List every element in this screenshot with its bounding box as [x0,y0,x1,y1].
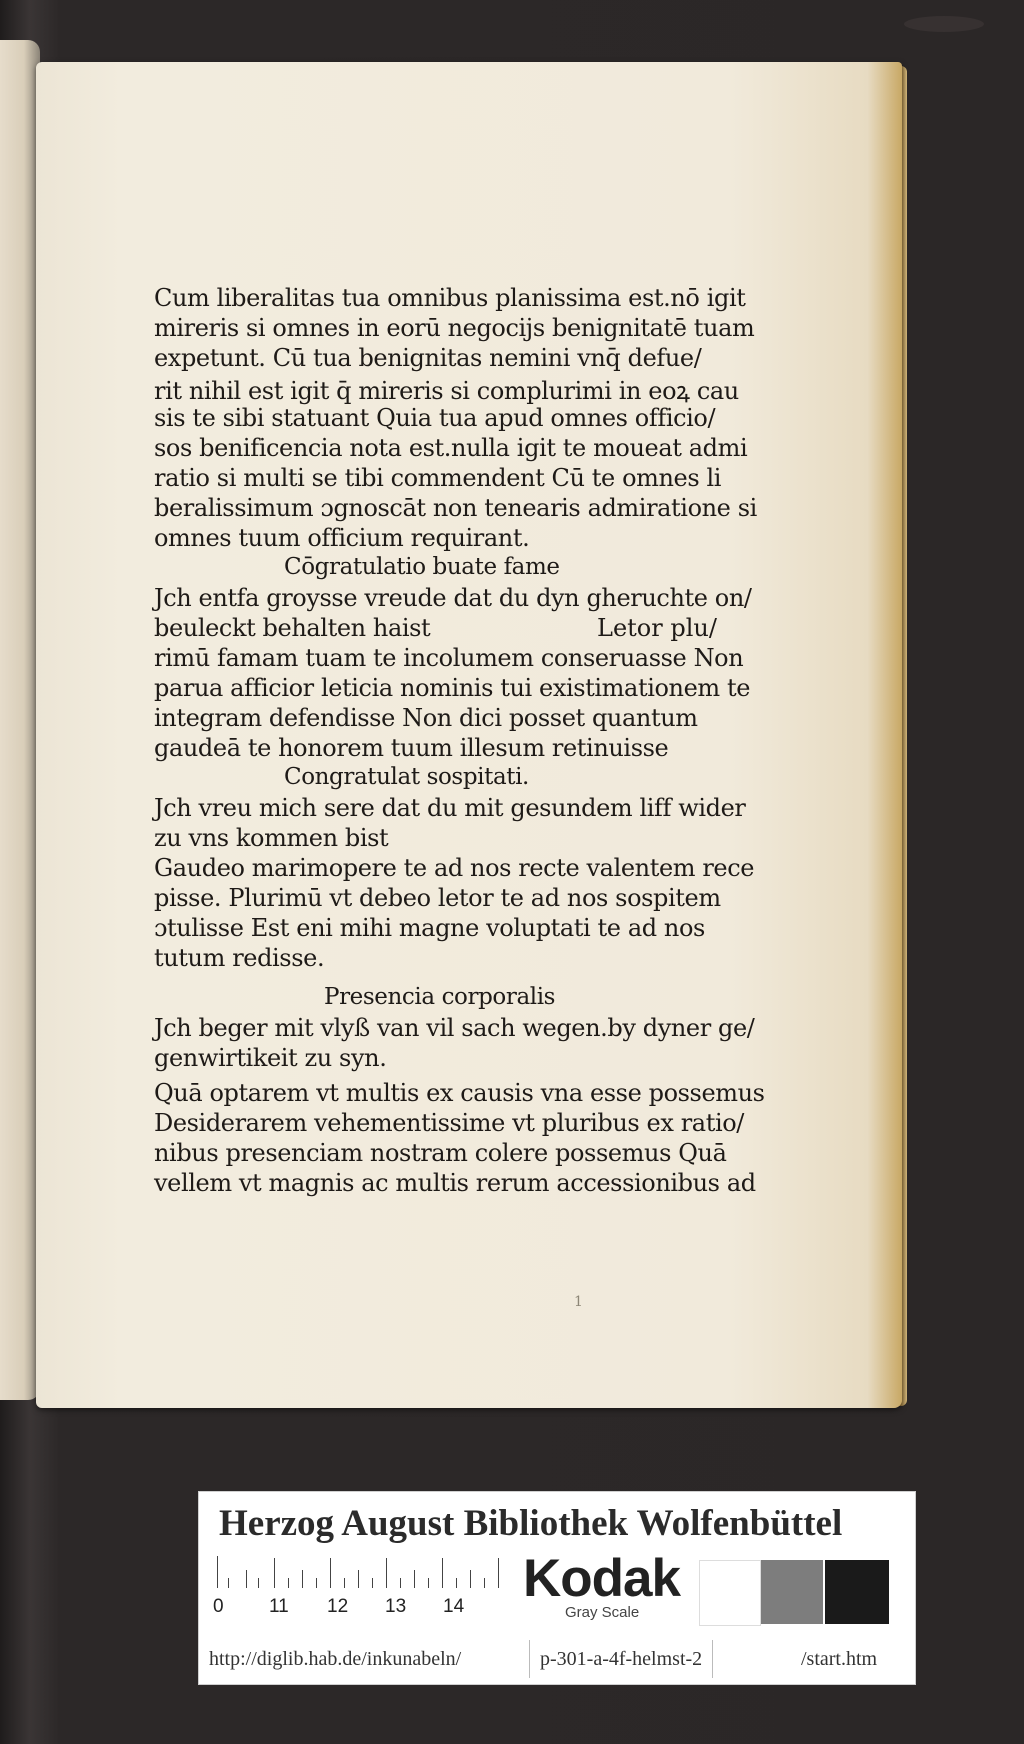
text-line-right: Letor plu/ [597,614,717,642]
previous-page-edge [0,40,40,1400]
text-line: Jch entfa groysse vreude dat du dyn gheruchte on/ [154,584,752,612]
text-line: Jch beger mit vlyß van vil sach wegen.by dyner ge/ [154,1014,755,1042]
text-line: Quā optarem vt multis ex causis vna esse possemus [154,1079,765,1107]
url-suffix: /start.htm [801,1648,878,1670]
text-line: Cum liberalitas tua omnibus planissima est.nō igit [154,284,746,312]
dust-mark [904,16,984,32]
text-line: omnes tuum officium requirant. [154,524,530,552]
text-line: zu vns kommen bist [154,824,389,852]
gray-swatch-dark [825,1560,889,1624]
ruler-numbers [213,1596,513,1618]
gray-swatch-white [699,1560,761,1626]
section-heading: Presencia corporalis [324,984,556,1010]
ruler-number: 11 [269,1596,289,1617]
url-row [199,1640,915,1680]
text-line: expetunt. Cū tua benignitas nemini vnq̄ defue/ [154,344,702,372]
ruler-number: 14 [443,1596,465,1617]
text-line: pisse. Plurimū vt debeo letor te ad nos sospitem [154,884,721,912]
text-line: Gaudeo marimopere te ad nos recte valentem rece [154,854,755,882]
text-line: sos benificencia nota est.nulla igit te moueat admi [154,434,748,462]
text-line: rimū famam tuam te incolumem conseruasse Non [154,644,744,672]
folio-mark: 1 [574,1294,583,1310]
ruler-number: 12 [327,1596,349,1617]
text-line: integram defendisse Non dici posset quantum [154,704,698,732]
text-line: Desiderarem vehementissime vt pluribus ex ratio/ [154,1109,744,1137]
gray-scale-label: Gray Scale [565,1604,640,1621]
library-title: Herzog August Bibliothek Wolfenbüttel [219,1503,843,1544]
color-target-card [198,1491,916,1685]
text-line: vellem vt magnis ac multis rerum accessionibus ad [154,1169,756,1197]
text-line: beralissimum ɔgnoscāt non tenearis admiratione si [154,494,757,522]
ruler-number: 13 [385,1596,407,1617]
section-heading: Congratulat sospitati. [284,764,529,790]
text-line: rit nihil est igit q̄ mireris si complurimi in eoꝝ cau [154,377,739,405]
text-line: Jch vreu mich sere dat du mit gesundem liff wider [154,794,746,822]
section-heading: Cōgratulatio buate fame [284,554,560,580]
text-line: nibus presenciam nostram colere possemus Quā [154,1139,727,1167]
text-line: mireris si omnes in eorū negocijs benignitatē tuam [154,314,755,342]
text-line: beuleckt behalten haist [154,614,431,642]
text-line: tutum redisse. [154,944,325,972]
text-line: ratio si multi se tibi commendent Cū te omnes li [154,464,722,492]
ruler-number: 0 [213,1596,224,1617]
text-line: ɔtulisse Est eni mihi magne voluptati te ad nos [154,914,705,942]
url-base: http://diglib.hab.de/inkunabeln/ [209,1648,462,1670]
kodak-logo: Kodak [523,1549,680,1608]
url-shelfmark: p-301-a-4f-helmst-2 [529,1640,713,1678]
measurement-ruler [217,1556,512,1588]
text-line: gaudeā te honorem tuum illesum retinuisse [154,734,669,762]
text-line: sis te sibi statuant Quia tua apud omnes officio/ [154,404,716,432]
text-line: parua afficior leticia nominis tui existimationem te [154,674,751,702]
book-page [36,62,902,1408]
text-line: genwirtikeit zu syn. [154,1044,387,1072]
gray-swatch-mid [761,1560,823,1624]
